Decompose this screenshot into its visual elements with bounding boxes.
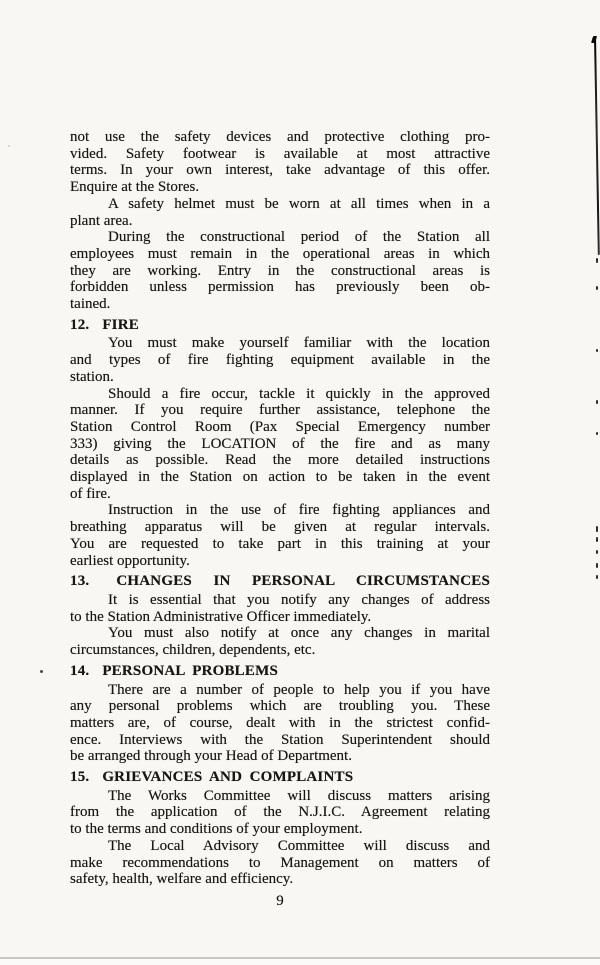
text-line: ence. Interviews with the Station Superintendent should <box>70 731 490 748</box>
paragraph <box>70 386 490 503</box>
scan-edge-dash <box>596 575 598 579</box>
scan-bottom-strip <box>0 959 600 965</box>
section-number: 12. <box>70 316 90 333</box>
text-line: make recommendations to Management on matters of <box>70 854 490 871</box>
scan-edge-line <box>594 36 600 255</box>
text-line: be arranged through your Head of Department. <box>70 748 352 765</box>
text-line: forbidden unless permission has previously been ob- <box>70 279 490 296</box>
scan-edge-dash <box>596 349 598 352</box>
text-block <box>70 129 490 888</box>
paragraph <box>70 788 490 838</box>
paragraph <box>70 592 490 625</box>
section-title: FIRE <box>102 316 139 333</box>
section-heading <box>70 317 490 334</box>
text-line: matters are, of course, dealt with in the strictest confid- <box>70 714 490 731</box>
text-line: You must make yourself familiar with the location <box>108 335 490 352</box>
text-line: Enquire at the Stores. <box>70 179 200 196</box>
text-line: plant area. <box>70 212 133 229</box>
section-number: 14. <box>70 662 90 679</box>
text-line: There are a number of people to help you if you have <box>108 681 490 698</box>
paragraph <box>70 625 490 658</box>
text-line: and types of fire fighting equipment available in the <box>70 352 490 369</box>
text-line: circumstances, children, dependents, etc. <box>70 642 316 659</box>
scan-edge-dash <box>596 537 598 542</box>
section-heading <box>70 769 490 786</box>
text-line: You are requested to take part in this training at your <box>70 535 490 552</box>
text-line: they are working. Entry in the constructional areas is <box>70 262 490 279</box>
text-line: to the terms and conditions of your employment. <box>70 821 363 838</box>
section-heading <box>70 663 490 680</box>
text-line: details as possible. Read the more detailed instructions <box>70 452 490 469</box>
text-line: 333) giving the LOCATION of the fire and as many <box>70 435 490 452</box>
text-line: manner. If you require further assistance, telephone the <box>70 402 490 419</box>
text-line: from the application of the N.J.I.C. Agreement relating <box>70 804 490 821</box>
section-title: PERSONAL PROBLEMS <box>102 662 278 679</box>
paragraph <box>70 229 490 313</box>
paragraph <box>70 196 490 229</box>
paragraph <box>70 682 490 766</box>
text-line: of fire. <box>70 485 111 502</box>
section-number: 15. <box>70 769 90 786</box>
text-line: station. <box>70 368 114 385</box>
text-line: It is essential that you notify any changes of address <box>108 591 490 608</box>
text-line: You must also notify at once any changes in marital <box>108 625 490 642</box>
paragraph <box>70 335 490 385</box>
section-title: CHANGES IN PERSONAL CIRCUMSTANCES <box>116 573 490 590</box>
paragraph <box>70 838 490 888</box>
text-line: any personal problems which are troubling you. These <box>70 698 490 715</box>
text-line: displayed in the Station on action to be taken in the event <box>70 469 490 486</box>
scan-edge-dash <box>596 526 598 532</box>
text-line: not use the safety devices and protective clothing pro- <box>70 129 490 145</box>
text-line: A safety helmet must be worn at all times when in a <box>108 195 490 212</box>
text-line: employees must remain in the operational areas in which <box>70 245 490 262</box>
text-line: tained. <box>70 296 111 313</box>
scan-edge-dash <box>596 286 598 290</box>
text-line: vided. Safety footwear is available at most attractive <box>70 145 490 162</box>
ink-speck-faint <box>8 145 10 147</box>
paragraph <box>70 502 490 569</box>
scan-edge-dash <box>596 258 598 263</box>
scan-edge-dash <box>596 550 598 554</box>
text-line: Instruction in the use of fire fighting appliances and <box>108 502 490 519</box>
text-line: earliest opportunity. <box>70 552 190 569</box>
paragraph <box>70 129 490 196</box>
scan-edge-dash <box>596 432 598 435</box>
page-content <box>70 129 490 910</box>
section-title: GRIEVANCES AND COMPLAINTS <box>102 769 354 786</box>
text-line: During the constructional period of the Station all <box>108 229 490 246</box>
text-line: terms. In your own interest, take advantage of this offer. <box>70 162 490 179</box>
text-line: Station Control Room (Pax Special Emergency number <box>70 418 490 435</box>
section-heading <box>70 573 490 590</box>
text-line: The Local Advisory Committee will discuss and <box>108 837 490 854</box>
text-line: The Works Committee will discuss matters arising <box>108 787 490 804</box>
text-line: to the Station Administrative Officer immediately. <box>70 608 372 625</box>
scan-edge-dash <box>596 563 598 568</box>
text-line: breathing apparatus will be given at regular intervals. <box>70 519 490 536</box>
ink-speck <box>40 670 43 673</box>
scan-edge-dash <box>596 400 598 404</box>
text-line: Should a fire occur, tackle it quickly in the approved <box>108 385 490 402</box>
text-line: safety, health, welfare and efficiency. <box>70 871 294 888</box>
page-number: 9 <box>276 892 284 909</box>
section-number: 13. <box>70 573 90 590</box>
